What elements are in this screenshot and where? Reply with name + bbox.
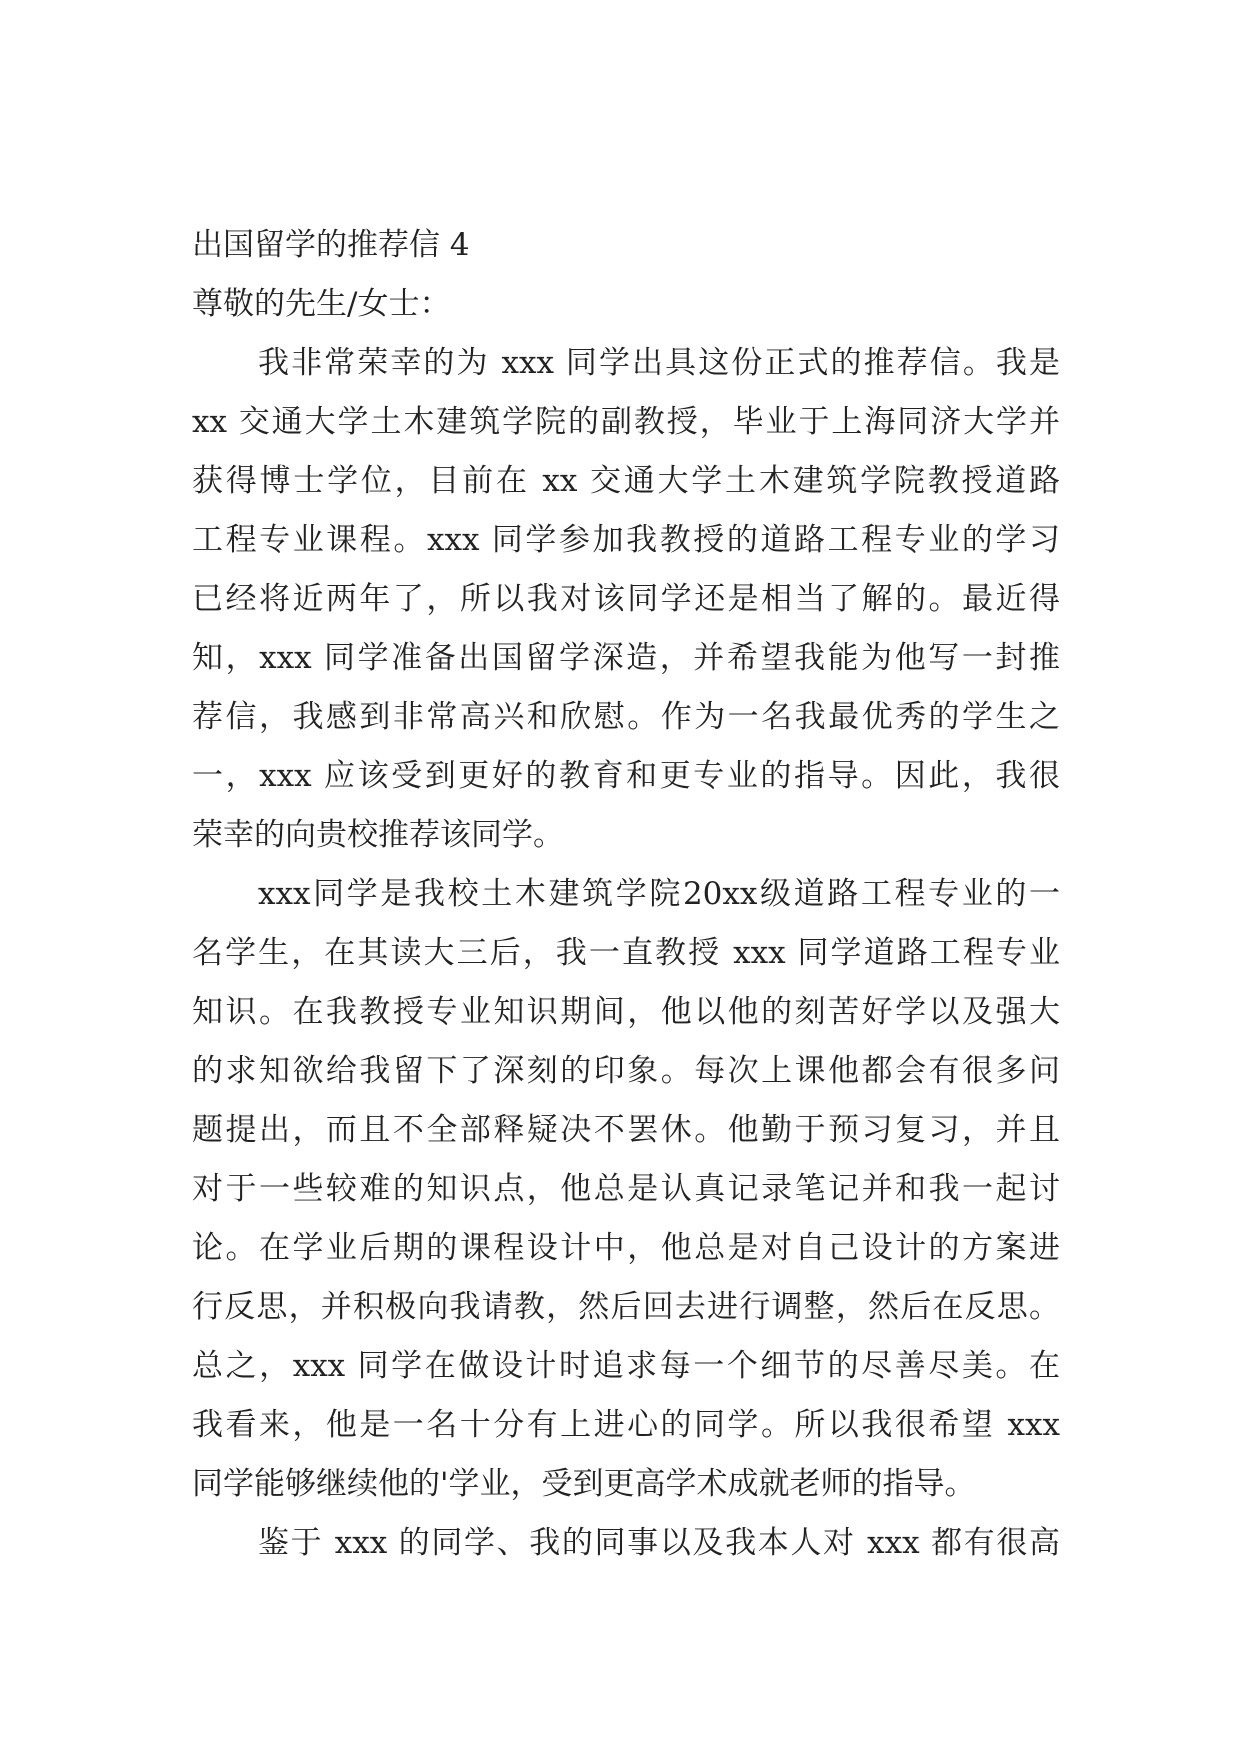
salutation: 尊敬的先生/女士： [192, 286, 451, 322]
paragraph-line: 荐信，我感到非常高兴和欣慰。作为一名我最优秀的学生之 [192, 699, 1060, 735]
paragraph-line: 获得博士学位，目前在 xx 交通大学土木建筑学院教授道路 [192, 463, 1060, 499]
paragraph-line: 的求知欲给我留下了深刻的印象。每次上课他都会有很多问 [192, 1053, 1060, 1089]
paragraph-3 [192, 1514, 1060, 1573]
paragraph-line: 我非常荣幸的为 xxx 同学出具这份正式的推荐信。我是 [258, 345, 1060, 381]
paragraph-line: 荣幸的向贵校推荐该同学。 [192, 817, 564, 853]
paragraph-line: 同学能够继续他的'学业，受到更高学术成就老师的指导。 [192, 1466, 976, 1502]
paragraph-line: xx 交通大学土木建筑学院的副教授，毕业于上海同济大学并 [192, 404, 1060, 440]
paragraph-2 [192, 865, 1060, 1514]
paragraph-line: 行反思，并积极向我请教，然后回去进行调整，然后在反思。 [192, 1289, 1060, 1325]
paragraph-line: xxx同学是我校土木建筑学院20xx级道路工程专业的一 [258, 876, 1060, 912]
paragraph-line: 鉴于 xxx 的同学、我的同事以及我本人对 xxx 都有很高 [258, 1525, 1060, 1561]
paragraph-line: 知，xxx 同学准备出国留学深造，并希望我能为他写一封推 [192, 640, 1060, 676]
paragraph-line: 工程专业课程。xxx 同学参加我教授的道路工程专业的学习 [192, 522, 1060, 558]
paragraph-line: 名学生，在其读大三后，我一直教授 xxx 同学道路工程专业 [192, 935, 1060, 971]
paragraph-line: 总之，xxx 同学在做设计时追求每一个细节的尽善尽美。在 [192, 1348, 1060, 1384]
document-page [192, 216, 1060, 1573]
paragraph-line: 我看来，他是一名十分有上进心的同学。所以我很希望 xxx [192, 1407, 1060, 1443]
document-title: 出国留学的推荐信 4 [192, 227, 470, 263]
paragraph-line: 论。在学业后期的课程设计中，他总是对自己设计的方案进 [192, 1230, 1060, 1266]
paragraph-line: 已经将近两年了，所以我对该同学还是相当了解的。最近得 [192, 581, 1060, 617]
paragraph-line: 对于一些较难的知识点，他总是认真记录笔记并和我一起讨 [192, 1171, 1060, 1207]
paragraph-line: 题提出，而且不全部释疑决不罢休。他勤于预习复习，并且 [192, 1112, 1060, 1148]
paragraph-line: 知识。在我教授专业知识期间，他以他的刻苦好学以及强大 [192, 994, 1060, 1030]
paragraph-line: 一，xxx 应该受到更好的教育和更专业的指导。因此，我很 [192, 758, 1060, 794]
paragraph-1 [192, 334, 1060, 865]
